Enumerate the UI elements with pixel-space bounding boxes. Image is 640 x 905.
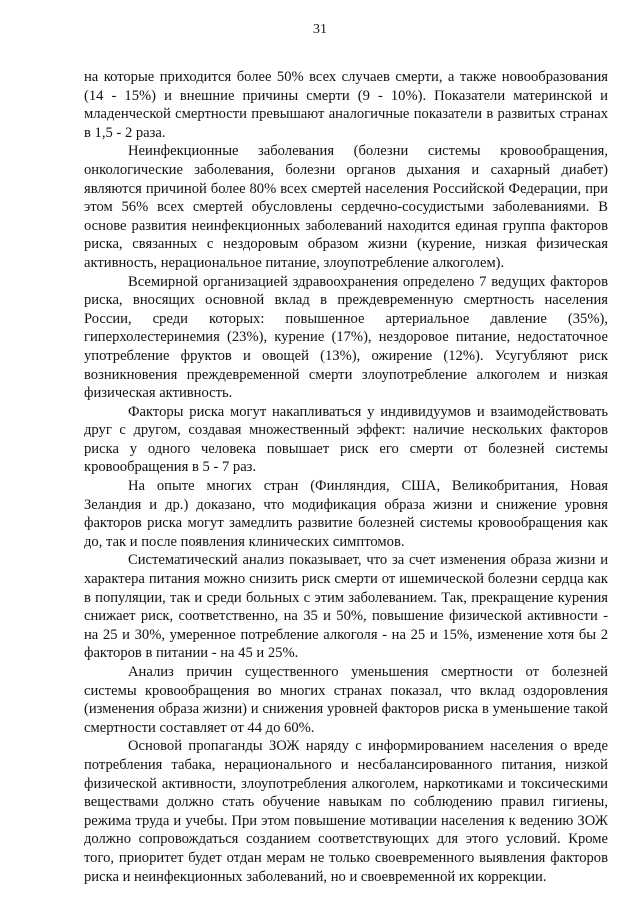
body-text	[84, 68, 608, 886]
paragraph-risk-accumulation: Факторы риска могут накапливаться у индивидуумов и взаимодействовать друг с другом, создавая множественный эффект: наличие нескольких факторов риска у одного человека повышает риск его смерти от болезней системы кровообращения в 5 - 7 раз.	[84, 403, 608, 476]
paragraph-healthy-lifestyle-promotion: Основой пропаганды ЗОЖ наряду с информированием населения о вреде потребления табака, нерационального и несбалансированного питания, низкой физической активности, злоупотребления алкоголем, наркотиками и токсическими веществами должно стать обучение навыкам по соблюдению правил гигиены, режима труда и учебы. При этом повышение мотивации населения к ведению ЗОЖ должно сопровождаться созданием соответствующих для этого условий. Кроме того, приоритет будет отдан мерам не только своевременного выявления факторов риска и неинфекционных заболеваний, но и своевременной их коррекции.	[84, 738, 608, 885]
paragraph-country-experience: На опыте многих стран (Финляндия, США, Великобритания, Новая Зеландия и др.) доказано, что модификация образа жизни и снижение уровня факторов риска могут замедлить развитие болезней системы кровообращения как до, так и после появления клинических симптомов.	[84, 478, 608, 550]
page-number: 31	[313, 22, 327, 37]
paragraph-noncommunicable-diseases: Неинфекционные заболевания (болезни системы кровообращения, онкологические заболевания, болезни органов дыхания и сахарный диабет) являются причиной более 80% всех смертей населения Российской Федерации, при этом 56% всех смертей обусловлены сердечно-сосудистыми заболеваниями. В основе развития неинфекционных заболеваний находится единая группа факторов риска, связанных с нездоровым образом жизни (курение, низкая физическая активность, нерациональное питание, злоупотребление алкоголем).	[84, 143, 608, 271]
paragraph-continuation: на которые приходится более 50% всех случаев смерти, а также новообразования (14 - 15%) и внешние причины смерти (9 - 10%). Показатели материнской и младенческой смертности превышают аналогичные показатели в развитых странах в 1,5 - 2 раза.	[84, 69, 608, 141]
paragraph-systematic-analysis: Систематический анализ показывает, что за счет изменения образа жизни и характера питания можно снизить риск смерти от ишемической болезни сердца как в популяции, так и среди больных с этим заболеванием. Так, прекращение курения снижает риск, соответственно, на 35 и 50%, повышение физической активности - на 25 и 30%, умеренное потребление алкоголя - на 25 и 15%, изменение хотя бы 2 факторов в питании - на 45 и 25%.	[84, 552, 608, 662]
paragraph-mortality-reduction: Анализ причин существенного уменьшения смертности от болезней системы кровообращения во многих странах показал, что вклад оздоровления (изменения образа жизни) и снижения уровней факторов риска в уменьшение такой смертности составляет от 44 до 60%.	[84, 664, 608, 736]
paragraph-who-risk-factors: Всемирной организацией здравоохранения определено 7 ведущих факторов риска, вносящих основной вклад в преждевременную смертность населения России, среди которых: повышенное артериальное давление (35%), гиперхолестеринемия (23%), курение (17%), нездоровое питание, недостаточное употребление фруктов и овощей (13%), ожирение (12%). Усугубляют риск возникновения преждевременной смерти злоупотребление алкоголем и низкая физическая активность.	[84, 273, 608, 402]
